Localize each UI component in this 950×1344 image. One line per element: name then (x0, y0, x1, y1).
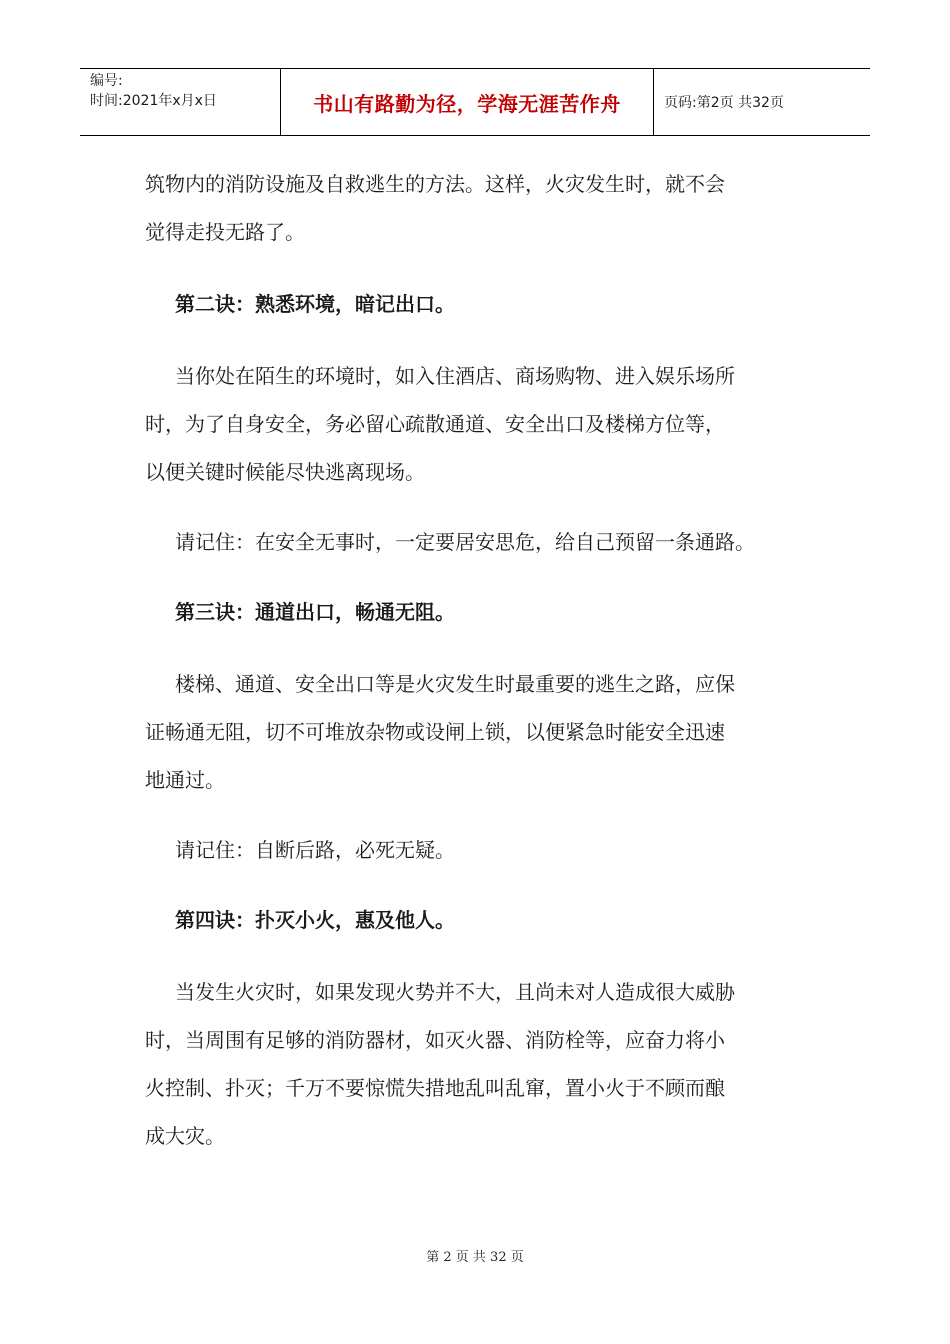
section-heading-2: 第二诀：熟悉环境，暗记出口。 (175, 292, 455, 316)
section-heading-3: 第三诀：通道出口，畅通无阻。 (175, 600, 455, 624)
paragraph-line: 觉得走投无路了。 (145, 220, 305, 244)
page-header (80, 68, 870, 136)
paragraph-line: 证畅通无阻，切不可堆放杂物或设闸上锁，以便紧急时能安全迅速 (145, 720, 725, 744)
paragraph-line: 成大灾。 (145, 1124, 225, 1148)
page-footer: 第 2 页 共 32 页 (426, 1250, 524, 1265)
document-number-label: 编号: (90, 73, 123, 89)
header-meta (80, 69, 281, 135)
header-motto: 书山有路勤为径，学海无涯苦作舟 (281, 69, 654, 135)
header-page-number: 页码:第2页 共32页 (664, 95, 784, 111)
paragraph-line: 火控制、扑灭；千万不要惊慌失措地乱叫乱窜，置小火于不顾而酿 (145, 1076, 725, 1100)
paragraph-line: 当发生火灾时，如果发现火势并不大，且尚未对人造成很大威胁 (175, 980, 735, 1004)
document-body (145, 160, 815, 1160)
paragraph-line: 楼梯、通道、安全出口等是火灾发生时最重要的逃生之路，应保 (175, 672, 735, 696)
document-date: 时间:2021年x月x日 (90, 93, 217, 109)
paragraph-line: 时，当周围有足够的消防器材，如灭火器、消防栓等，应奋力将小 (145, 1028, 725, 1052)
reminder-line: 请记住：自断后路，必死无疑。 (175, 838, 455, 862)
paragraph-line: 筑物内的消防设施及自救逃生的方法。这样，火灾发生时，就不会 (145, 172, 725, 196)
paragraph-line: 时，为了自身安全，务必留心疏散通道、安全出口及楼梯方位等， (145, 412, 725, 436)
reminder-line: 请记住：在安全无事时，一定要居安思危，给自己预留一条通路。 (175, 530, 755, 554)
section-heading-4: 第四诀：扑灭小火，惠及他人。 (175, 908, 455, 932)
paragraph-line: 当你处在陌生的环境时，如入住酒店、商场购物、进入娱乐场所 (175, 364, 735, 388)
paragraph-line: 地通过。 (145, 768, 225, 792)
paragraph-line: 以便关键时候能尽快逃离现场。 (145, 460, 425, 484)
